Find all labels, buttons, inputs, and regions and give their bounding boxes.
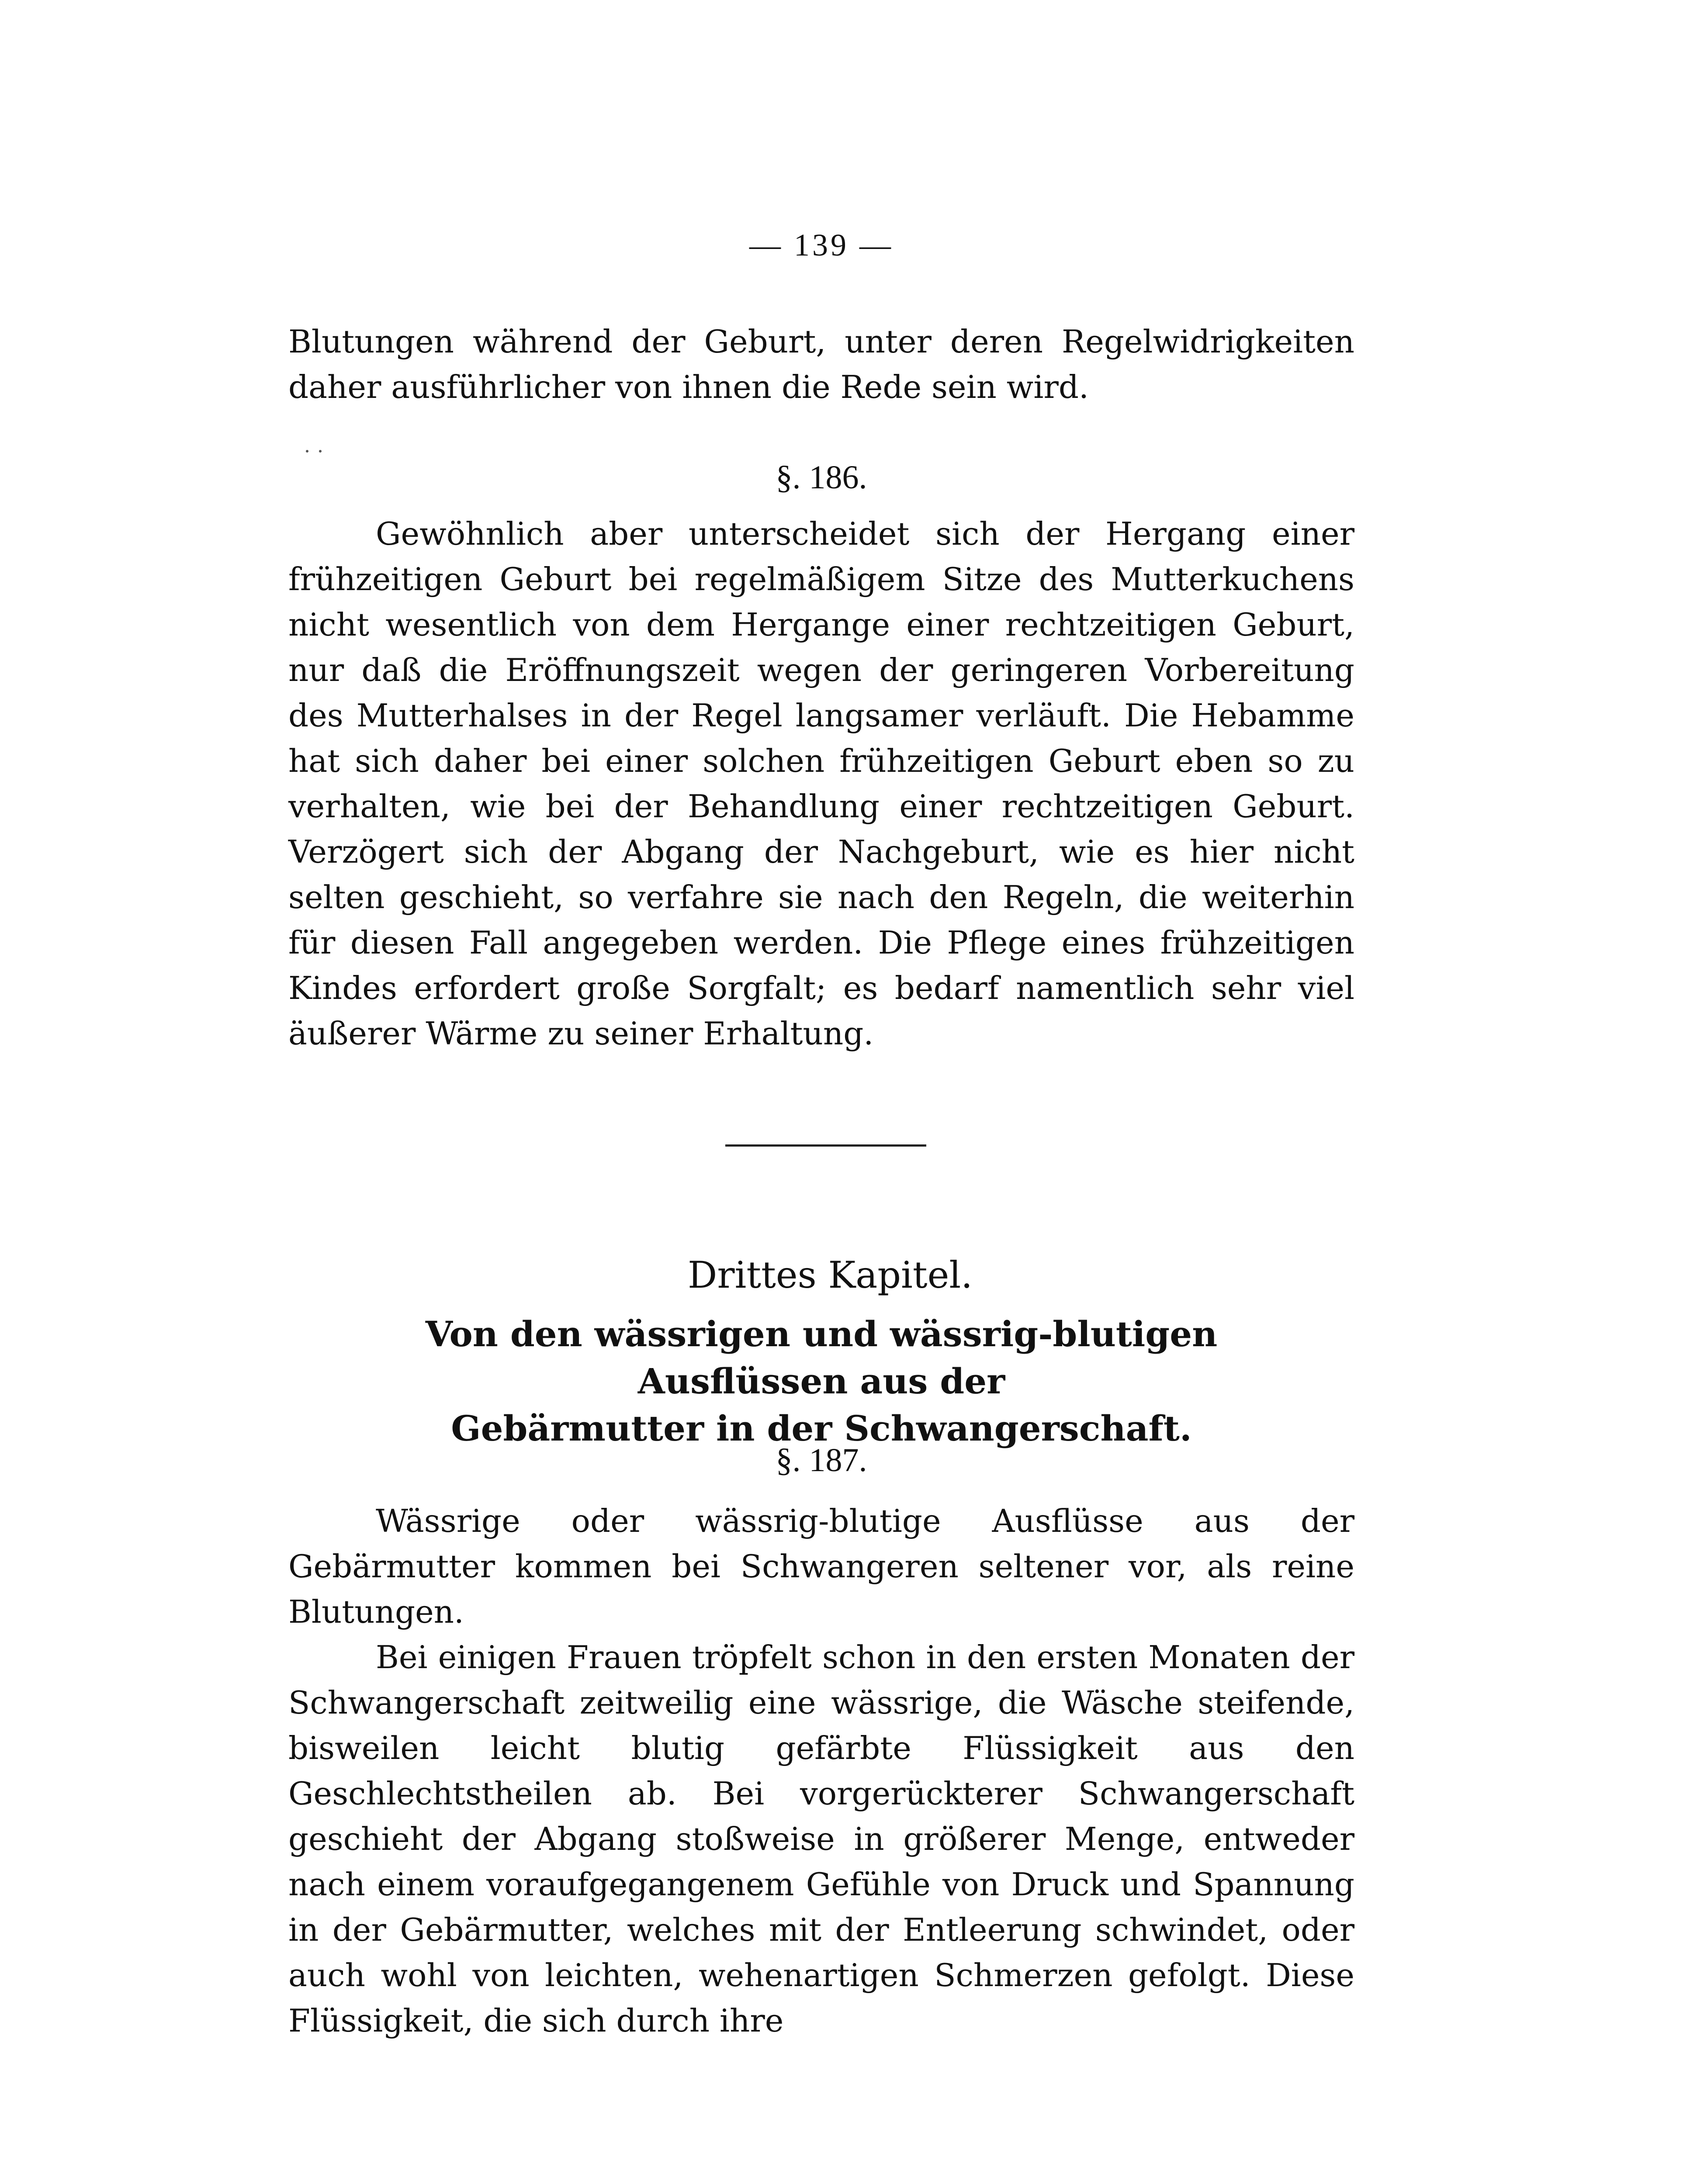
section-divider-rule — [725, 1144, 926, 1147]
speck-mark — [306, 450, 308, 453]
section-187-text — [288, 1498, 1354, 2043]
chapter-heading-line-2: Gebärmutter in der Schwangerschaft. — [451, 1408, 1192, 1449]
continuation-text — [288, 319, 1354, 410]
section-187-paragraph-2: Bei einigen Frauen tröpfelt schon in den ersten Monaten der Schwangerschaft zeitweilig eine wässrige, die Wäsche steifende, bisweilen leicht blutig gefärbte Flüssigkeit aus den Geschlechtstheilen ab. Bei vorgerückterer Schwangerschaft geschieht der Abgang stoßweise in größerer Menge, entweder nach einem voraufgegangenem Gefühle von Druck und Spannung in der Gebärmutter, welches mit der Entleerung schwindet, oder auch wohl von leichten, wehenartigen Schmerzen gefolgt. Diese Flüssigkeit, die sich durch ihre — [288, 1639, 1354, 2039]
section-186-paragraph: Gewöhnlich aber unterscheidet sich der Hergang einer frühzeitigen Geburt bei regelmäßigem Sitze des Mutterkuchens nicht wesentlich von dem Hergange einer rechtzeitigen Geburt, nur daß die Eröffnungszeit wegen der geringeren Vorbereitung des Mutterhalses in der Regel langsamer verläuft. Die Hebamme hat sich daher bei einer solchen frühzeitigen Geburt eben so zu verhalten, wie bei der Behandlung einer rechtzeitigen Geburt. Verzögert sich der Abgang der Nachgeburt, wie es hier nicht selten geschieht, so verfahre sie nach den Regeln, die weiterhin für diesen Fall angegeben werden. Die Pflege eines frühzeitigen Kindes erfordert große Sorgfalt; es bedarf namentlich sehr viel äußerer Wärme zu seiner Erhaltung. — [288, 515, 1354, 1052]
page-number: — 139 — — [749, 228, 894, 263]
section-186-mark: §. 186. — [776, 459, 867, 496]
chapter-label: Drittes Kapitel. — [688, 1254, 973, 1296]
continuation-paragraph: Blutungen während der Geburt, unter deren Regelwidrigkeiten daher ausführlicher von ihnen die Rede sein wird. — [288, 323, 1354, 405]
speck-mark — [319, 450, 322, 453]
section-187-mark: §. 187. — [776, 1442, 867, 1479]
section-187-paragraph-1: Wässrige oder wässrig-blutige Ausflüsse aus der Gebärmutter kommen bei Schwangeren seltener vor, als reine Blutungen. — [288, 1503, 1354, 1630]
chapter-heading — [323, 1310, 1320, 1452]
chapter-heading-line-1: Von den wässrigen und wässrig-blutigen Ausflüssen aus der — [425, 1313, 1218, 1402]
section-186-text — [288, 511, 1354, 1056]
